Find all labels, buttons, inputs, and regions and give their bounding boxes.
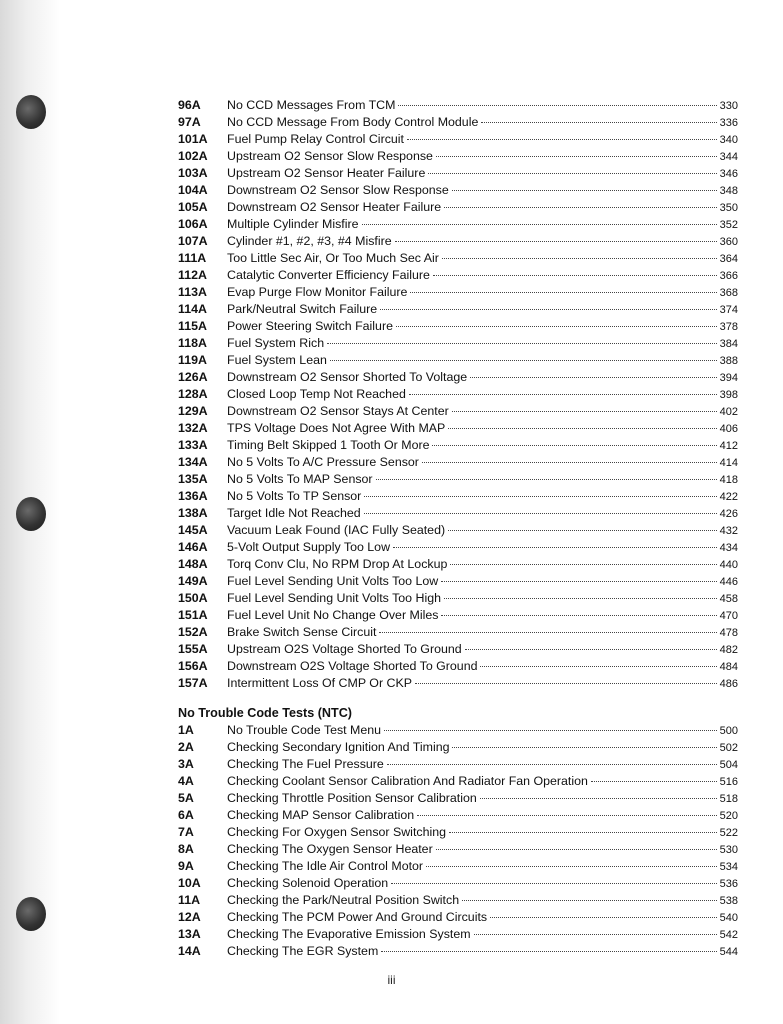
dot-leader — [449, 832, 717, 833]
test-code: 118A — [178, 336, 207, 350]
toc-entry — [178, 926, 738, 943]
test-title: Too Little Sec Air, Or Too Much Sec Air — [227, 251, 439, 265]
toc-entry — [178, 505, 738, 522]
dot-leader — [441, 615, 716, 616]
toc-entry — [178, 539, 738, 556]
toc-entry — [178, 284, 738, 301]
test-code: 126A — [178, 370, 208, 384]
page-number-ref: 394 — [719, 372, 738, 384]
dot-leader — [415, 683, 717, 684]
test-title: Downstream O2S Voltage Shorted To Ground — [227, 659, 478, 673]
test-title: Checking The Idle Air Control Motor — [227, 859, 424, 873]
test-title: Timing Belt Skipped 1 Tooth Or More — [227, 438, 430, 452]
page-number-ref: 486 — [719, 678, 738, 690]
toc-entry — [178, 471, 738, 488]
test-title: Checking Solenoid Operation — [227, 876, 389, 890]
test-code: 3A — [178, 757, 194, 771]
dot-leader — [436, 156, 717, 157]
test-title: Checking Secondary Ignition And Timing — [227, 740, 450, 754]
page-number-ref: 470 — [719, 610, 738, 622]
page-number-ref: 352 — [719, 219, 738, 231]
test-code: 151A — [178, 608, 208, 622]
test-title: Checking The Oxygen Sensor Heater — [227, 842, 433, 856]
test-code: 102A — [178, 149, 208, 163]
test-code: 115A — [178, 319, 207, 333]
page-number-ref: 364 — [719, 253, 738, 265]
toc-entry — [178, 573, 738, 590]
page-number-ref: 388 — [719, 355, 738, 367]
dot-leader — [442, 258, 717, 259]
dot-leader — [591, 781, 717, 782]
test-title: Fuel Level Sending Unit Volts Too High — [227, 591, 441, 605]
dot-leader — [384, 730, 717, 731]
toc-entry — [178, 739, 738, 756]
test-code: 149A — [178, 574, 208, 588]
page-number-ref: 446 — [719, 576, 738, 588]
toc-entry — [178, 216, 738, 233]
table-of-contents — [178, 97, 738, 960]
dot-leader — [444, 598, 717, 599]
test-title: Intermittent Loss Of CMP Or CKP — [227, 676, 412, 690]
test-code: 103A — [178, 166, 208, 180]
toc-entry — [178, 335, 738, 352]
page-number-ref: 412 — [719, 440, 738, 452]
test-code: 114A — [178, 302, 207, 316]
dot-leader — [448, 530, 717, 531]
test-code: 135A — [178, 472, 208, 486]
dot-leader — [417, 815, 717, 816]
test-code: 14A — [178, 944, 201, 958]
toc-entry — [178, 369, 738, 386]
page-number-ref: 502 — [719, 742, 738, 754]
toc-entry — [178, 756, 738, 773]
test-title: Checking Coolant Sensor Calibration And Radiator Fan Operation — [227, 774, 588, 788]
page-number-ref: 340 — [719, 134, 738, 146]
test-code: 128A — [178, 387, 208, 401]
test-title: Vacuum Leak Found (IAC Fully Seated) — [227, 523, 446, 537]
test-code: 9A — [178, 859, 194, 873]
test-title: Downstream O2 Sensor Slow Response — [227, 183, 449, 197]
toc-entry — [178, 250, 738, 267]
page-number-ref: 360 — [719, 236, 738, 248]
toc-entry — [178, 841, 738, 858]
toc-entry — [178, 624, 738, 641]
test-title: No Trouble Code Test Menu — [227, 723, 382, 737]
toc-entry — [178, 807, 738, 824]
dot-leader — [396, 326, 717, 327]
test-title: Checking The PCM Power And Ground Circuits — [227, 910, 488, 924]
test-code: 150A — [178, 591, 208, 605]
dot-leader — [380, 309, 717, 310]
page-number: iii — [387, 973, 396, 987]
page-number-ref: 544 — [719, 946, 738, 958]
toc-entry — [178, 318, 738, 335]
test-title: Evap Purge Flow Monitor Failure — [227, 285, 408, 299]
dot-leader — [481, 122, 716, 123]
dot-leader — [450, 564, 716, 565]
page-number-ref: 540 — [719, 912, 738, 924]
test-code: 13A — [178, 927, 201, 941]
dot-leader — [362, 224, 717, 225]
toc-entry — [178, 722, 738, 739]
toc-entry — [178, 858, 738, 875]
test-code: 136A — [178, 489, 208, 503]
binder-hole — [16, 897, 46, 931]
test-code: 4A — [178, 774, 194, 788]
toc-entry — [178, 488, 738, 505]
dot-leader — [407, 139, 717, 140]
page-number-ref: 346 — [719, 168, 738, 180]
test-code: 138A — [178, 506, 208, 520]
dot-leader — [387, 764, 717, 765]
test-code: 96A — [178, 98, 201, 112]
test-code: 107A — [178, 234, 208, 248]
dot-leader — [330, 360, 717, 361]
page-number-ref: 504 — [719, 759, 738, 771]
binder-hole — [16, 95, 46, 129]
test-code: 5A — [178, 791, 194, 805]
test-title: Checking Throttle Position Sensor Calibration — [227, 791, 477, 805]
toc-entry — [178, 131, 738, 148]
test-title: No 5 Volts To MAP Sensor — [227, 472, 373, 486]
dot-leader — [376, 479, 717, 480]
page-number-ref: 384 — [719, 338, 738, 350]
page-number-ref: 378 — [719, 321, 738, 333]
dot-leader — [474, 934, 717, 935]
test-title: Multiple Cylinder Misfire — [227, 217, 359, 231]
page-number-ref: 500 — [719, 725, 738, 737]
test-title: Closed Loop Temp Not Reached — [227, 387, 406, 401]
test-title: Checking The EGR System — [227, 944, 379, 958]
page-number-ref: 516 — [719, 776, 738, 788]
dot-leader — [327, 343, 717, 344]
toc-entry — [178, 943, 738, 960]
toc-entry — [178, 386, 738, 403]
toc-entry — [178, 165, 738, 182]
toc-entry — [178, 148, 738, 165]
dot-leader — [398, 105, 716, 106]
toc-entry — [178, 420, 738, 437]
dot-leader — [395, 241, 717, 242]
binder-hole — [16, 497, 46, 531]
test-code: 8A — [178, 842, 194, 856]
test-code: 105A — [178, 200, 208, 214]
test-code: 129A — [178, 404, 208, 418]
test-title: TPS Voltage Does Not Agree With MAP — [227, 421, 446, 435]
page-number-ref: 434 — [719, 542, 738, 554]
test-code: 7A — [178, 825, 194, 839]
test-title: No CCD Messages From TCM — [227, 98, 396, 112]
dot-leader — [470, 377, 716, 378]
test-code: 101A — [178, 132, 208, 146]
test-title: Fuel System Lean — [227, 353, 327, 367]
page-number-ref: 484 — [719, 661, 738, 673]
toc-entry — [178, 892, 738, 909]
toc-entry — [178, 641, 738, 658]
page-number-ref: 542 — [719, 929, 738, 941]
toc-entry — [178, 352, 738, 369]
page-number-ref: 432 — [719, 525, 738, 537]
test-title: Target Idle Not Reached — [227, 506, 361, 520]
toc-entry — [178, 909, 738, 926]
page-number-ref: 520 — [719, 810, 738, 822]
test-code: 148A — [178, 557, 208, 571]
page-number-ref: 538 — [719, 895, 738, 907]
test-title: Checking The Evaporative Emission System — [227, 927, 471, 941]
dot-leader — [379, 632, 716, 633]
toc-entry — [178, 454, 738, 471]
test-code: 145A — [178, 523, 208, 537]
test-title: No 5 Volts To A/C Pressure Sensor — [227, 455, 419, 469]
page-number-ref: 344 — [719, 151, 738, 163]
dot-leader — [480, 666, 716, 667]
page-number-ref: 330 — [719, 100, 738, 112]
test-code: 2A — [178, 740, 194, 754]
test-title: Brake Switch Sense Circuit — [227, 625, 377, 639]
test-title: Checking the Park/Neutral Position Switch — [227, 893, 460, 907]
toc-entry — [178, 233, 738, 250]
test-title: Fuel Level Sending Unit Volts Too Low — [227, 574, 439, 588]
page-number-ref: 418 — [719, 474, 738, 486]
toc-entry — [178, 114, 738, 131]
section-heading-ntc: No Trouble Code Tests (NTC) — [178, 706, 352, 720]
test-code: 133A — [178, 438, 208, 452]
test-title: No 5 Volts To TP Sensor — [227, 489, 362, 503]
page-number-ref: 518 — [719, 793, 738, 805]
dot-leader — [444, 207, 716, 208]
toc-entry — [178, 824, 738, 841]
test-title: Fuel System Rich — [227, 336, 325, 350]
page-number-ref: 398 — [719, 389, 738, 401]
dot-leader — [452, 747, 716, 748]
toc-entry — [178, 199, 738, 216]
test-title: Upstream O2 Sensor Slow Response — [227, 149, 433, 163]
test-title: Checking For Oxygen Sensor Switching — [227, 825, 447, 839]
dot-leader — [381, 951, 716, 952]
page-number-ref: 368 — [719, 287, 738, 299]
page-number-ref: 440 — [719, 559, 738, 571]
page-number-ref: 522 — [719, 827, 738, 839]
toc-entry — [178, 437, 738, 454]
test-title: Torq Conv Clu, No RPM Drop At Lockup — [227, 557, 448, 571]
test-title: Downstream O2 Sensor Shorted To Voltage — [227, 370, 468, 384]
test-title: Power Steering Switch Failure — [227, 319, 393, 333]
dot-leader — [490, 917, 717, 918]
dot-leader — [432, 445, 716, 446]
test-code: 106A — [178, 217, 208, 231]
test-title: Downstream O2 Sensor Heater Failure — [227, 200, 442, 214]
dot-leader — [452, 411, 717, 412]
dot-leader — [433, 275, 717, 276]
toc-entry — [178, 522, 738, 539]
page-number-ref: 482 — [719, 644, 738, 656]
test-code: 146A — [178, 540, 208, 554]
page-number-ref: 402 — [719, 406, 738, 418]
test-title: Fuel Level Unit No Change Over Miles — [227, 608, 439, 622]
test-title: 5-Volt Output Supply Too Low — [227, 540, 391, 554]
dot-leader — [426, 866, 717, 867]
page-number-ref: 374 — [719, 304, 738, 316]
test-title: Downstream O2 Sensor Stays At Center — [227, 404, 449, 418]
dot-leader — [409, 394, 717, 395]
dot-leader — [441, 581, 716, 582]
dot-leader — [448, 428, 716, 429]
test-code: 12A — [178, 910, 201, 924]
test-title: No CCD Message From Body Control Module — [227, 115, 479, 129]
toc-entry — [178, 556, 738, 573]
test-code: 10A — [178, 876, 201, 890]
test-code: 113A — [178, 285, 207, 299]
test-code: 112A — [178, 268, 207, 282]
dtc-test-list — [178, 97, 738, 692]
page-number-ref: 536 — [719, 878, 738, 890]
page-number-ref: 406 — [719, 423, 738, 435]
toc-entry — [178, 403, 738, 420]
page-number-ref: 350 — [719, 202, 738, 214]
page-number-ref: 336 — [719, 117, 738, 129]
test-title: Catalytic Converter Efficiency Failure — [227, 268, 430, 282]
test-title: Checking MAP Sensor Calibration — [227, 808, 415, 822]
test-code: 104A — [178, 183, 208, 197]
ntc-test-list — [178, 722, 738, 960]
dot-leader — [422, 462, 717, 463]
toc-entry — [178, 675, 738, 692]
toc-entry — [178, 267, 738, 284]
test-title: Park/Neutral Switch Failure — [227, 302, 378, 316]
test-code: 6A — [178, 808, 194, 822]
page-number-ref: 426 — [719, 508, 738, 520]
test-code: 132A — [178, 421, 208, 435]
test-code: 11A — [178, 893, 201, 907]
test-code: 156A — [178, 659, 208, 673]
toc-entry — [178, 658, 738, 675]
test-code: 119A — [178, 353, 207, 367]
test-code: 111A — [178, 251, 207, 265]
toc-entry — [178, 97, 738, 114]
page-number-ref: 530 — [719, 844, 738, 856]
page-number-ref: 348 — [719, 185, 738, 197]
test-code: 157A — [178, 676, 208, 690]
toc-entry — [178, 182, 738, 199]
dot-leader — [364, 513, 717, 514]
dot-leader — [410, 292, 716, 293]
dot-leader — [480, 798, 717, 799]
test-code: 155A — [178, 642, 208, 656]
dot-leader — [364, 496, 716, 497]
dot-leader — [428, 173, 716, 174]
toc-entry — [178, 875, 738, 892]
dot-leader — [462, 900, 717, 901]
toc-entry — [178, 790, 738, 807]
page-number-ref: 458 — [719, 593, 738, 605]
test-title: Upstream O2S Voltage Shorted To Ground — [227, 642, 462, 656]
page-number-ref: 366 — [719, 270, 738, 282]
toc-entry — [178, 590, 738, 607]
test-title: Checking The Fuel Pressure — [227, 757, 384, 771]
test-title: Cylinder #1, #2, #3, #4 Misfire — [227, 234, 392, 248]
page-number-ref: 414 — [719, 457, 738, 469]
dot-leader — [465, 649, 717, 650]
dot-leader — [393, 547, 717, 548]
toc-entry — [178, 607, 738, 624]
dot-leader — [452, 190, 717, 191]
test-code: 152A — [178, 625, 208, 639]
test-code: 97A — [178, 115, 201, 129]
dot-leader — [391, 883, 716, 884]
page-number-ref: 534 — [719, 861, 738, 873]
dot-leader — [436, 849, 717, 850]
toc-entry — [178, 301, 738, 318]
toc-entry — [178, 773, 738, 790]
page-number-ref: 422 — [719, 491, 738, 503]
test-title: Fuel Pump Relay Control Circuit — [227, 132, 404, 146]
test-code: 134A — [178, 455, 208, 469]
test-title: Upstream O2 Sensor Heater Failure — [227, 166, 426, 180]
test-code: 1A — [178, 723, 194, 737]
page-number-ref: 478 — [719, 627, 738, 639]
